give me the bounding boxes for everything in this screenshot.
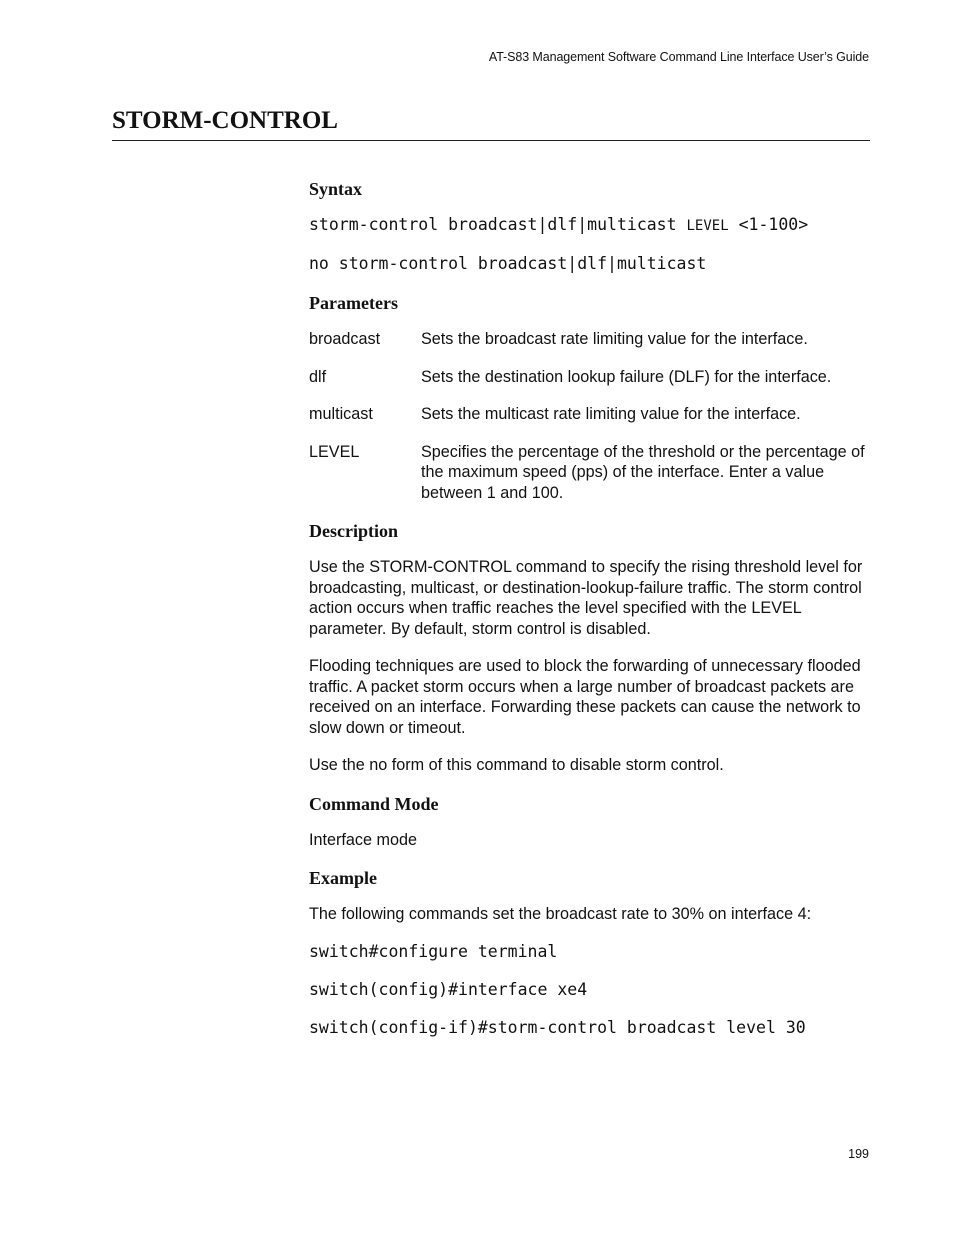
example-heading: Example: [309, 868, 378, 888]
parameters-heading: Parameters: [309, 293, 398, 313]
command-mode-section: [309, 793, 870, 851]
command-mode-heading: Command Mode: [309, 793, 439, 814]
parameter-description: Sets the broadcast rate limiting value for the interface.: [421, 330, 808, 348]
syntax-heading: Syntax: [309, 179, 363, 199]
parameter-name: dlf: [309, 367, 327, 386]
parameter-row: [309, 442, 870, 504]
syntax-line-1-level: LEVEL: [686, 218, 729, 234]
syntax-line-1-prefix: storm-control broadcast|dlf|multicast: [309, 215, 687, 234]
parameter-description: Sets the multicast rate limiting value for the interface.: [421, 405, 801, 423]
parameters-section: [309, 292, 870, 503]
parameter-row: [309, 367, 870, 388]
parameter-row: [309, 329, 870, 350]
example-command: switch(config-if)#storm-control broadcast level 30: [309, 1017, 806, 1037]
example-section: [309, 867, 870, 1038]
parameter-name: broadcast: [309, 330, 381, 348]
page-number: 199: [848, 1147, 869, 1161]
command-mode-text: Interface mode: [309, 830, 417, 849]
syntax-section: [309, 178, 870, 274]
page-title: STORM-CONTROL: [112, 107, 338, 134]
description-paragraph: Use the STORM-CONTROL command to specify the rising threshold level for broadcasting, multicast, or destination-lookup-failure traffic. The storm control action occurs when traffic reaches the level specified with the LEVEL parameter. By default, storm control is disabled.: [309, 558, 863, 638]
parameter-description: Sets the destination lookup failure (DLF) for the interface.: [421, 367, 832, 386]
description-section: [309, 520, 870, 776]
title-rule: [112, 140, 870, 141]
description-paragraph: Use the no form of this command to disable storm control.: [309, 756, 724, 774]
parameter-description: Specifies the percentage of the threshold or the percentage of the maximum speed (pps) of the interface. Enter a value between 1 and 100.: [421, 442, 865, 502]
description-paragraph: Flooding techniques are used to block the forwarding of unnecessary flooded traffic. A packet storm occurs when a large number of broadcast packets are received on an interface. Forwarding these packets can cause the network to slow down or timeout.: [309, 657, 861, 737]
syntax-line-2: no storm-control broadcast|dlf|multicast: [309, 254, 707, 273]
content-body: [309, 178, 870, 1056]
example-command: switch#configure terminal: [309, 941, 558, 961]
running-header: AT-S83 Management Software Command Line Interface User’s Guide: [488, 50, 869, 64]
syntax-line-1: [309, 215, 870, 236]
parameter-name: multicast: [309, 405, 373, 423]
parameter-name: LEVEL: [309, 442, 360, 461]
example-command: switch(config)#interface xe4: [309, 979, 588, 999]
syntax-line-1-suffix: <1-100>: [728, 215, 809, 234]
parameter-row: [309, 404, 870, 425]
example-intro: The following commands set the broadcast rate to 30% on interface 4:: [309, 905, 812, 923]
description-heading: Description: [309, 521, 398, 541]
